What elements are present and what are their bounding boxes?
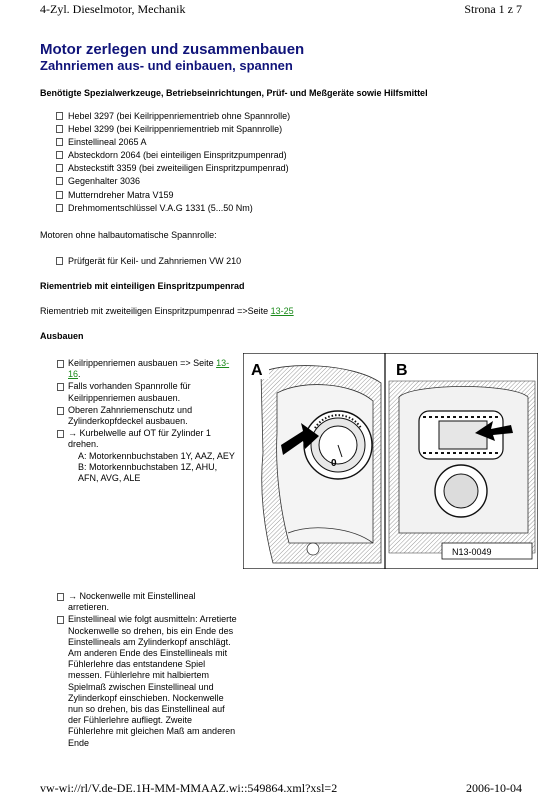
step4-variant-a: A: Motorkennbuchstaben 1Y, AAZ, AEY <box>78 450 235 461</box>
checkbox-icon <box>56 125 63 133</box>
page-subtitle: Zahnriemen aus- und einbauen, spannen <box>40 58 293 73</box>
panel-a-label: A <box>251 362 263 379</box>
list-item: Hebel 3299 (bei Keilrippenriementrieb mit Spannrolle) <box>56 123 290 136</box>
list-item: Keilrippenriemen ausbauen => Seite 13-16. <box>57 358 237 380</box>
riementrieb-heading: Riementrieb mit einteiligen Einspritzpumpenrad <box>40 281 245 291</box>
checkbox-icon <box>57 407 64 415</box>
ausbauen-heading: Ausbauen <box>40 331 84 341</box>
checkbox-icon <box>57 383 64 391</box>
page-header <box>0 2 548 17</box>
footer-url: vw-wi://rl/V.de-DE.1H-MM-MMAAZ.wi::549864.xml?xsl=2 <box>40 781 338 795</box>
checkbox-icon <box>57 593 64 601</box>
checkbox-icon <box>57 616 64 624</box>
list-item: Gegenhalter 3036 <box>56 175 290 188</box>
checkbox-icon <box>56 138 63 146</box>
list-item: Einstellineal 2065 A <box>56 136 290 149</box>
checkbox-icon <box>56 257 63 265</box>
checkbox-icon <box>56 191 63 199</box>
list-item: Falls vorhanden Spannrolle für Keilrippenriemen ausbauen. <box>57 381 237 403</box>
ausbauen-steps-continued <box>57 591 237 750</box>
checkbox-icon <box>56 204 63 212</box>
tools-heading: Benötigte Spezialwerkzeuge, Betriebseinrichtungen, Prüf- und Meßgeräte sowie Hilfsmittel <box>40 88 428 98</box>
list-item: → Kurbelwelle auf OT für Zylinder 1 drehen. A: Motorkennbuchstaben 1Y, AAZ, AEY B: Motorkennbuchstaben 1Z, AHU, AFN, AVG, ALE <box>57 428 237 484</box>
footer-date: 2006-10-04 <box>466 781 522 795</box>
step4-variant-b: B: Motorkennbuchstaben 1Z, AHU, AFN, AVG, ALE <box>78 461 218 484</box>
page-footer <box>0 781 548 796</box>
checkbox-icon <box>57 430 64 438</box>
motoren-tools-list <box>56 255 241 268</box>
panel-b-illustration <box>389 359 535 559</box>
ausbauen-steps <box>57 358 237 485</box>
checkbox-icon <box>56 164 63 172</box>
panel-b-label: B <box>396 362 408 379</box>
page-title: Motor zerlegen und zusammenbauen <box>40 41 305 58</box>
list-item: Absteckdorn 2064 (bei einteiligen Einspritzpumpenrad) <box>56 149 290 162</box>
header-title: 4-Zyl. Dieselmotor, Mechanik <box>40 2 186 16</box>
page-link-13-16[interactable]: 13-16 <box>68 358 230 380</box>
riementrieb-text: Riementrieb mit zweiteiligen Einspritzpumpenrad =>Seite 13-25 <box>40 306 294 316</box>
checkbox-icon <box>56 151 63 159</box>
list-item: → Nockenwelle mit Einstellineal arretieren. <box>57 591 237 613</box>
header-page-count: Strona 1 z 7 <box>464 2 522 16</box>
checkbox-icon <box>57 360 64 368</box>
tools-list <box>56 110 290 215</box>
list-item: Drehmomentschlüssel V.A.G 1331 (5...50 Nm) <box>56 202 290 215</box>
list-item: Prüfgerät für Keil- und Zahnriemen VW 210 <box>56 255 241 268</box>
figure-code-label: N13-0049 <box>452 547 492 557</box>
list-item: Absteckstift 3359 (bei zweiteiligen Einspritzpumpenrad) <box>56 162 290 175</box>
panel-a-illustration <box>247 359 381 563</box>
engine-timing-figure <box>243 353 538 569</box>
page-link-13-25[interactable]: 13-25 <box>270 306 294 316</box>
checkbox-icon <box>56 177 63 185</box>
ot-mark-label: 0 <box>331 458 337 469</box>
motoren-text: Motoren ohne halbautomatische Spannrolle: <box>40 230 217 240</box>
list-item: Einstellineal wie folgt ausmitteln: Arretierte Nockenwelle so drehen, bis ein Ende des Einstellineals am Zylinderkopf anschlägt. Am anderen Ende des Einstellineals mit Fühlerlehre das entstandene Spiel messen. Fühlerlehre mit halbiertem Spielmaß zwischen Einstellineal und Zylinderkopf einschieben. Nockenwelle nun so drehen, bis das Einstellineal auf der Fühlerlehre aufliegt. Zweite Fühlerlehre mit gleichen Maß am anderen Ende <box>57 614 237 748</box>
list-item: Oberen Zahnriemenschutz und Zylinderkopfdeckel ausbauen. <box>57 405 237 427</box>
checkbox-icon <box>56 112 63 120</box>
list-item: Hebel 3297 (bei Keilrippenriementrieb ohne Spannrolle) <box>56 110 290 123</box>
list-item: Mutterndreher Matra V159 <box>56 189 290 202</box>
